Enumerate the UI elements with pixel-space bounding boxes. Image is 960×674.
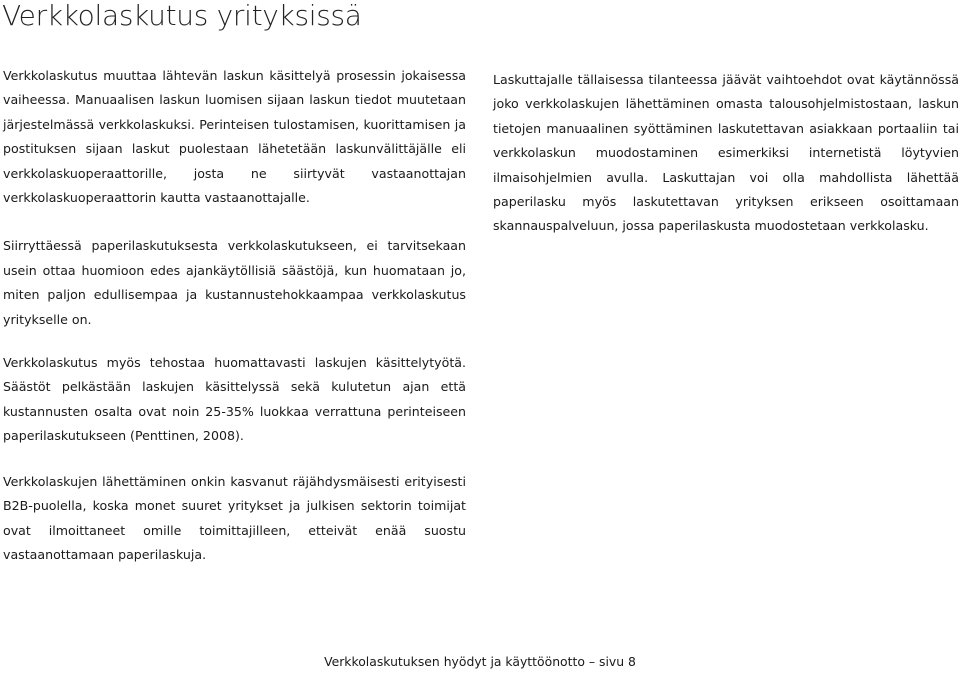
paragraph-cost-efficiency: Siirryttäessä paperilaskutuksesta verkkolaskutukseen, ei tarvitsekaan usein ottaa huomioon edes ajankäytöllisiä säästöjä, kun huomataan jo, miten paljon edullisempaa ja kustannustehokkaampaa verkkolaskutus yritykselle on. [3,238,466,327]
footer-text: Verkkolaskutuksen hyödyt ja käyttöönotto – sivu 8 [324,654,636,669]
paragraph-savings: Verkkolaskutus myös tehostaa huomattavasti laskujen käsittelytyötä. Säästöt pelkästään laskujen käsittelyssä sekä kulutetun ajan että kustannusten osalta ovat noin 25-35% luokkaa verrattuna perinteiseen paperilaskutukseen (Penttinen, 2008). [3,355,466,444]
page-footer [0,654,960,670]
paragraph-b2b-growth: Verkkolaskujen lähettäminen onkin kasvanut räjähdysmäisesti erityisesti B2B-puolella, koska monet suuret yritykset ja julkisen sektorin toimijat ovat ilmoittaneet omille toimittajilleen, etteivät enää suostu vastaanottamaan paperilaskuja. [3,473,466,562]
left-column [3,64,466,567]
paragraph-biller-options: Laskuttajalle tällaisessa tilanteessa jäävät vaihtoehdot ovat käytännössä joko verkkolaskujen lähettäminen omasta talousohjelmistostaan, laskun tietojen manuaalinen syöttäminen laskutettavan asiakkaan portaaliin tai verkkolaskun muodostaminen esimerkiksi internetistä löytyvien ilmaisohjelmien avulla. Laskuttajan voi olla mahdollista lähettää paperilasku myös laskutettavan yrityksen erikseen osoittamaan skannauspalveluun, jossa paperilaskusta muodostetaan verkkolasku. [493,72,959,234]
paragraph-process-change: Verkkolaskutus muuttaa lähtevän laskun käsittelyä prosessin jokaisessa vaiheessa. Manuaalisen laskun luomisen sijaan laskun tiedot muutetaan järjestelmässä verkkolaskuksi. Perinteisen tulostamisen, kuorittamisen ja postituksen sijaan laskut puolestaan lähetetään laskunvälittäjälle eli verkkolaskuoperaattorille, josta ne siirtyvät vastaanottajan verkkolaskuoperaattorin kautta vastaanottajalle. [3,68,466,206]
page-title: Verkkolaskutus yrityksissä [2,0,362,32]
right-column [493,68,959,239]
